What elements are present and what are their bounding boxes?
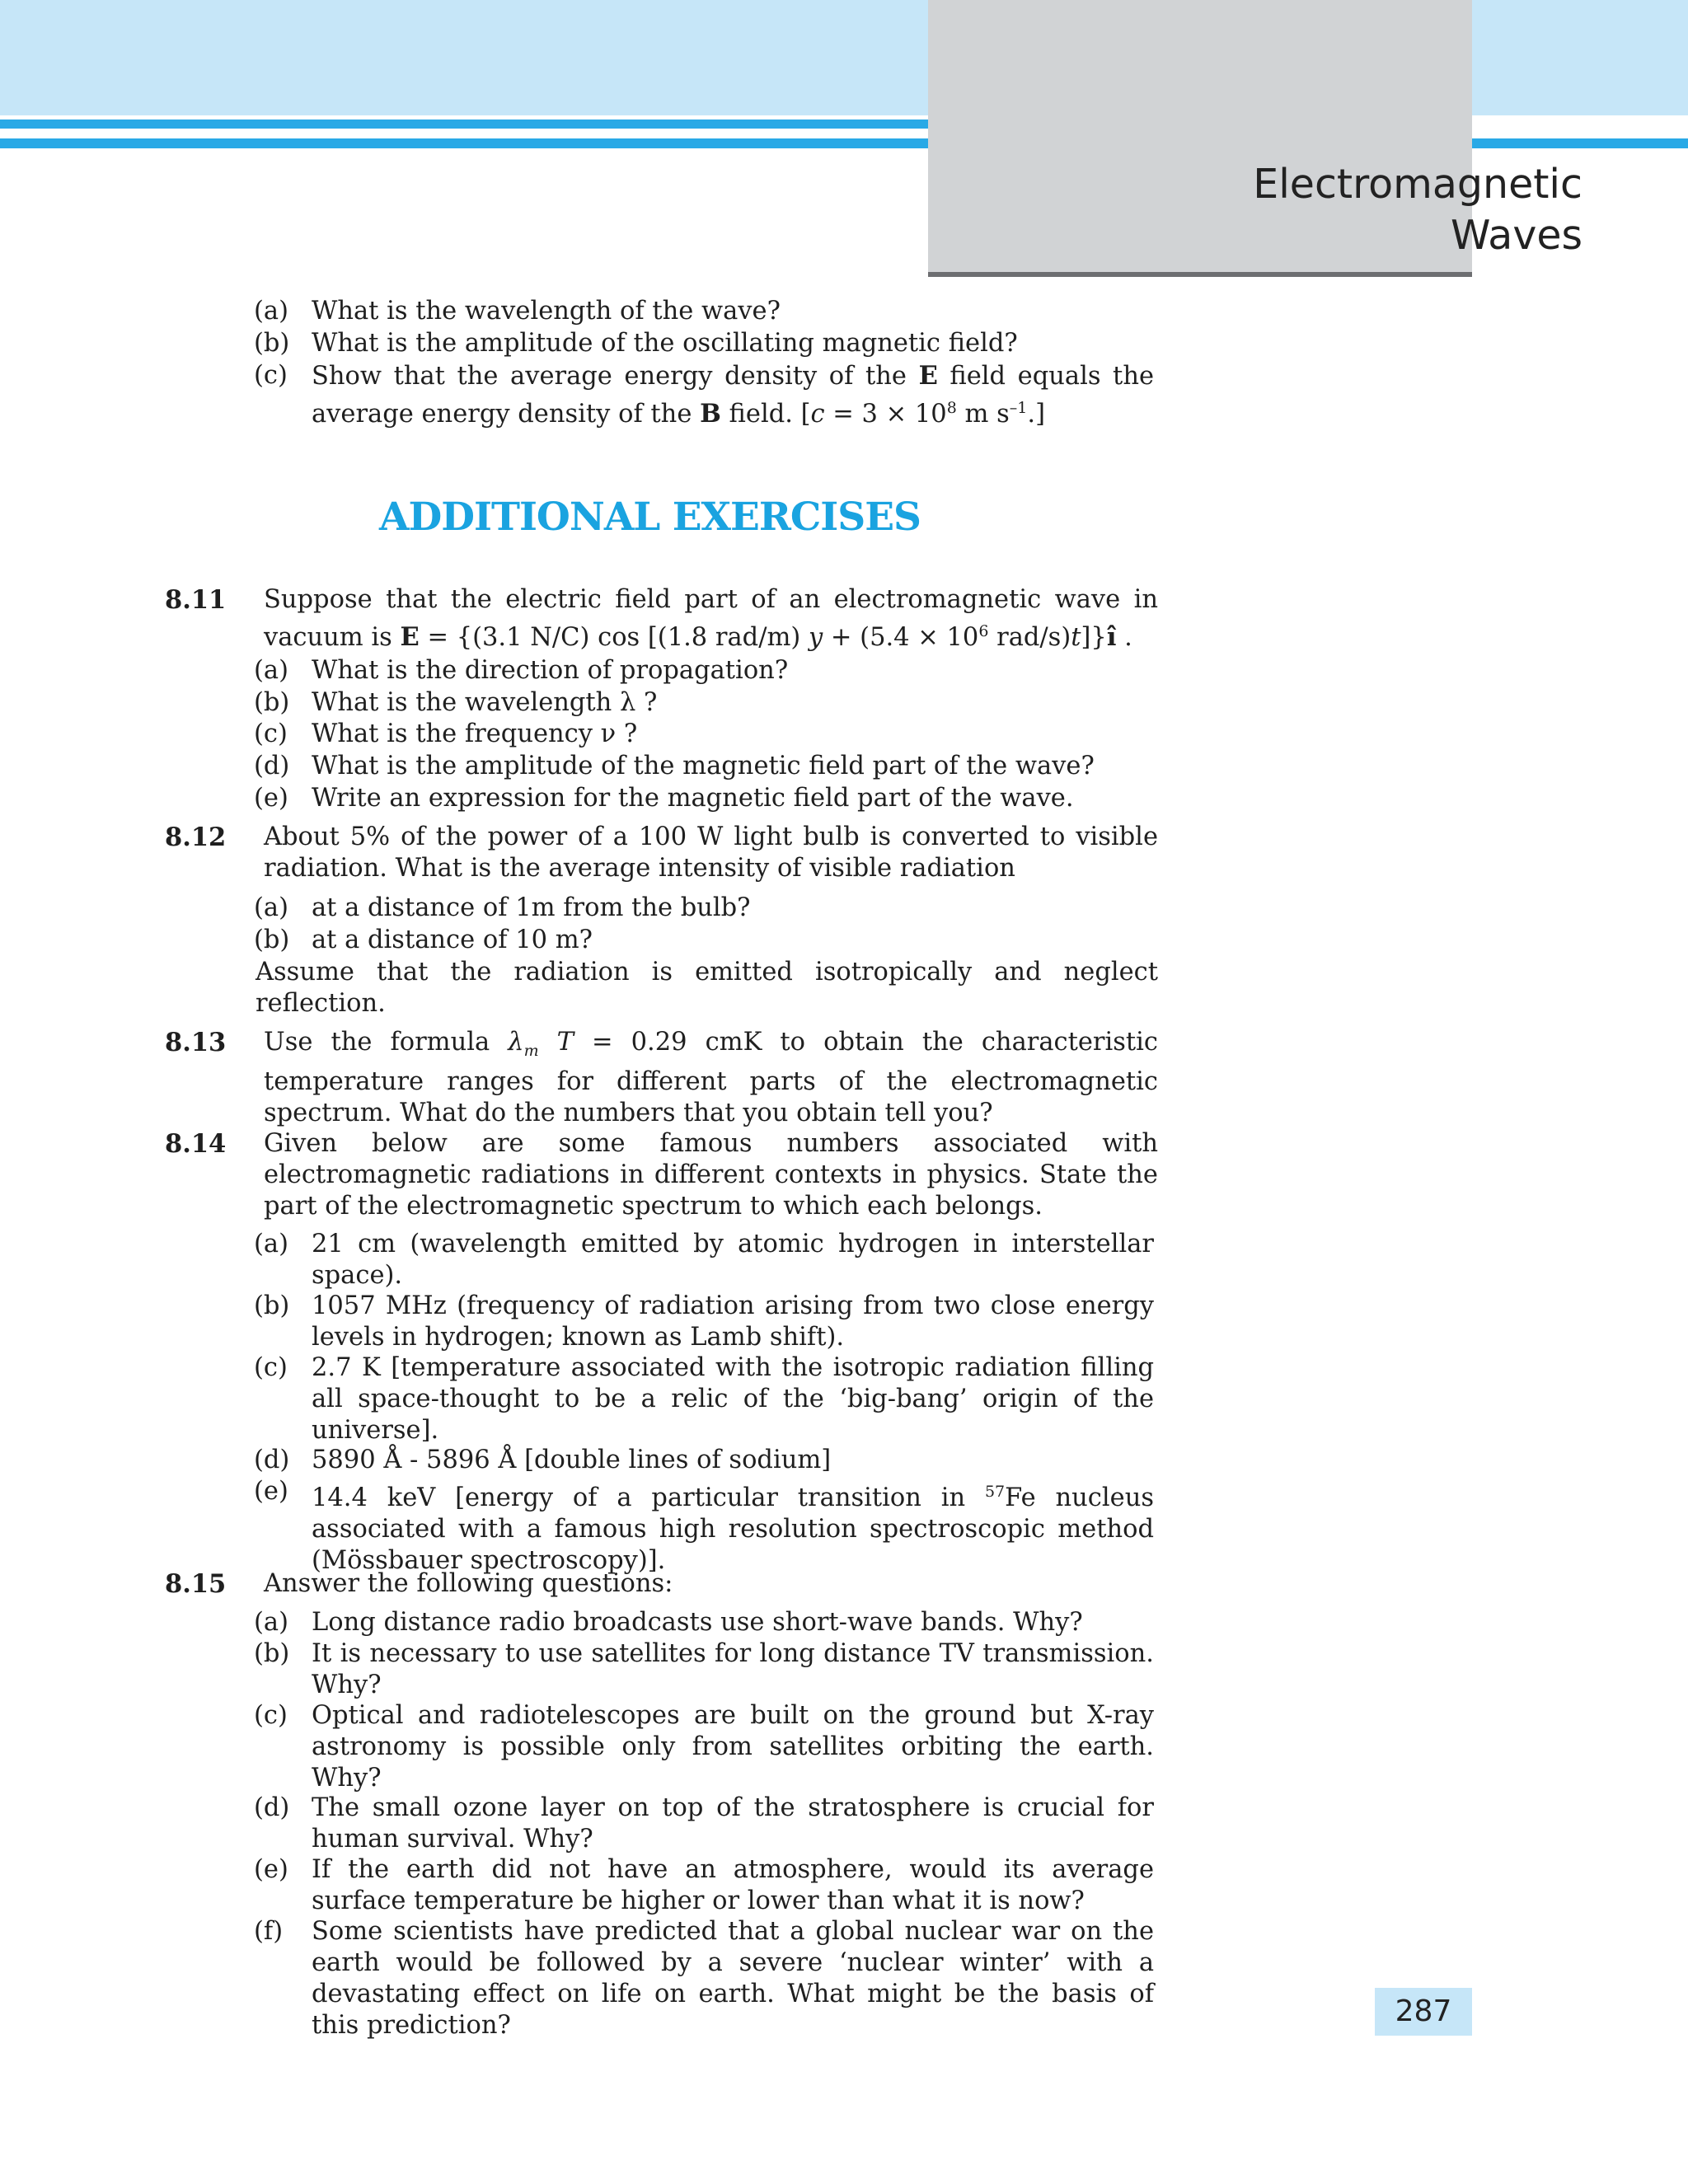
unit-vector: î — [1106, 622, 1117, 653]
text-run: m s — [956, 400, 1010, 429]
item-label: (b) — [254, 926, 290, 954]
exercise-number: 8.15 — [165, 1569, 227, 1599]
item-text: What is the wavelength of the wave? — [312, 297, 781, 326]
item-label: (b) — [254, 1291, 290, 1320]
vector-symbol: E — [400, 622, 420, 653]
variable: y — [808, 623, 823, 653]
item-label: (d) — [254, 1446, 290, 1474]
text-run: = 0.29 cmK to obtain the characteristic temperature ranges for different parts of the electromagnetic spectrum. What do the numbers that you obtain tell you? — [264, 1028, 1158, 1128]
item-text: 5890 Å - 5896 Å [double lines of sodium] — [312, 1446, 832, 1474]
variable: c — [810, 400, 825, 429]
item-text: 2.7 K [temperature associated with the isotropic radiation filling all space-thought to be a relic of the ‘big-bang’ origin of the universe]. — [312, 1353, 1154, 1445]
exercise-stem: Given below are some famous numbers associated with electromagnetic radiations in different contexts in physics. State the part of the electromagnetic spectrum to which each belongs. — [264, 1129, 1158, 1221]
vector-symbol: B — [700, 399, 721, 429]
item-text: What is the amplitude of the oscillating magnetic field? — [312, 329, 1018, 358]
item-label: (c) — [254, 361, 288, 390]
item-text: at a distance of 1m from the bulb? — [312, 893, 751, 922]
chapter-title-line1: Electromagnetic — [1253, 161, 1582, 208]
text-run: rad/s) — [988, 623, 1071, 653]
exercise-note: Assume that the radiation is emitted isotropically and neglect reflection. — [256, 958, 1158, 1018]
item-label: (b) — [254, 688, 290, 717]
text-run: field equals the average energy density of the — [312, 362, 1155, 429]
text-run: . — [1116, 623, 1132, 653]
exercise-number: 8.14 — [165, 1129, 227, 1159]
item-text — [312, 1476, 1154, 1577]
item-label: (a) — [254, 297, 288, 326]
text-run: field. [ — [720, 400, 811, 429]
variable: t — [1071, 623, 1081, 653]
item-label: (e) — [254, 784, 288, 813]
item-label: (b) — [254, 329, 290, 358]
exercise-stem — [264, 1027, 1158, 1129]
item-text: 21 cm (wavelength emitted by atomic hydrogen in interstellar space). — [312, 1230, 1154, 1290]
item-label: (c) — [254, 719, 288, 748]
item-text: Some scientists have predicted that a global nuclear war on the earth would be followed by a severe ‘nuclear winter’ with a devastating effect on life on earth. What might be the basis of this prediction? — [312, 1917, 1154, 2040]
item-label: (c) — [254, 1701, 288, 1730]
variable: T — [538, 1028, 574, 1057]
text-run: ]} — [1081, 623, 1107, 653]
item-label: (e) — [254, 1477, 288, 1506]
item-text: Optical and radiotelescopes are built on the ground but X-ray astronomy is possible only from satellites orbiting the earth. Why? — [312, 1701, 1154, 1793]
text-run: 14.4 keV [energy of a particular transition in — [312, 1483, 985, 1513]
exercise-number: 8.11 — [165, 585, 227, 615]
text-run: = {(3.1 N/C) cos [(1.8 rad/m) — [419, 623, 809, 653]
superscript: –1 — [1009, 399, 1028, 417]
item-label: (b) — [254, 1639, 290, 1668]
item-label: (c) — [254, 1353, 288, 1382]
item-text: What is the amplitude of the magnetic field part of the wave? — [312, 752, 1095, 780]
item-label: (a) — [254, 893, 288, 922]
text-run: Suppose that the electric field part of an electromagnetic wave in vacuum is — [264, 585, 1158, 653]
item-label: (a) — [254, 656, 288, 685]
item-text: It is necessary to use satellites for long distance TV transmission. Why? — [312, 1639, 1154, 1699]
text-run: Use the formula — [264, 1028, 509, 1057]
item-label: (a) — [254, 1230, 288, 1258]
item-text: What is the direction of propagation? — [312, 656, 789, 685]
chapter-title — [1121, 159, 1582, 261]
superscript: 6 — [978, 622, 989, 640]
superscript: 8 — [946, 399, 957, 417]
exercise-stem: Answer the following questions: — [264, 1569, 673, 1598]
text-run: Show that the average energy density of the — [312, 362, 919, 391]
exercise-stem: About 5% of the power of a 100 W light bulb is converted to visible radiation. What is the average intensity of visible radiation — [264, 823, 1158, 883]
item-text: What is the frequency ν ? — [312, 719, 638, 748]
item-text: 1057 MHz (frequency of radiation arising from two close energy levels in hydrogen; known as Lamb shift). — [312, 1291, 1154, 1352]
chapter-title-line2: Waves — [1450, 212, 1582, 259]
section-heading: ADDITIONAL EXERCISES — [379, 494, 921, 540]
header-rule-upper — [0, 120, 928, 129]
variable: λ — [508, 1028, 524, 1057]
text-run: = 3 × 10 — [824, 400, 947, 429]
item-label: (f) — [254, 1917, 284, 1946]
subscript — [524, 1042, 539, 1060]
exercise-number: 8.12 — [165, 823, 227, 852]
item-text: The small ozone layer on top of the stratosphere is crucial for human survival. Why? — [312, 1793, 1154, 1854]
item-text: If the earth did not have an atmosphere, would its average surface temperature be higher or lower than what it is now? — [312, 1855, 1154, 1915]
page-number: 287 — [1375, 1988, 1472, 2036]
item-text: What is the wavelength λ ? — [312, 688, 658, 717]
item-label: (a) — [254, 1608, 288, 1637]
variable: m — [523, 1042, 539, 1061]
text-run: Fe nucleus associated with a famous high resolution spectroscopic method (Mössbauer spectroscopy)]. — [312, 1483, 1154, 1576]
item-label: (d) — [254, 1793, 290, 1822]
item-text: Write an expression for the magnetic field part of the wave. — [312, 784, 1074, 813]
text-run: + (5.4 × 10 — [823, 623, 979, 653]
item-text — [312, 360, 1154, 430]
text-run: .] — [1027, 400, 1045, 429]
item-text: Long distance radio broadcasts use short-wave bands. Why? — [312, 1608, 1083, 1637]
exercise-number: 8.13 — [165, 1028, 227, 1057]
exercise-stem — [264, 584, 1158, 654]
vector-symbol: E — [918, 361, 938, 391]
item-label: (d) — [254, 752, 290, 780]
superscript: 57 — [984, 1483, 1006, 1501]
item-label: (e) — [254, 1855, 288, 1884]
item-text: at a distance of 10 m? — [312, 926, 593, 954]
